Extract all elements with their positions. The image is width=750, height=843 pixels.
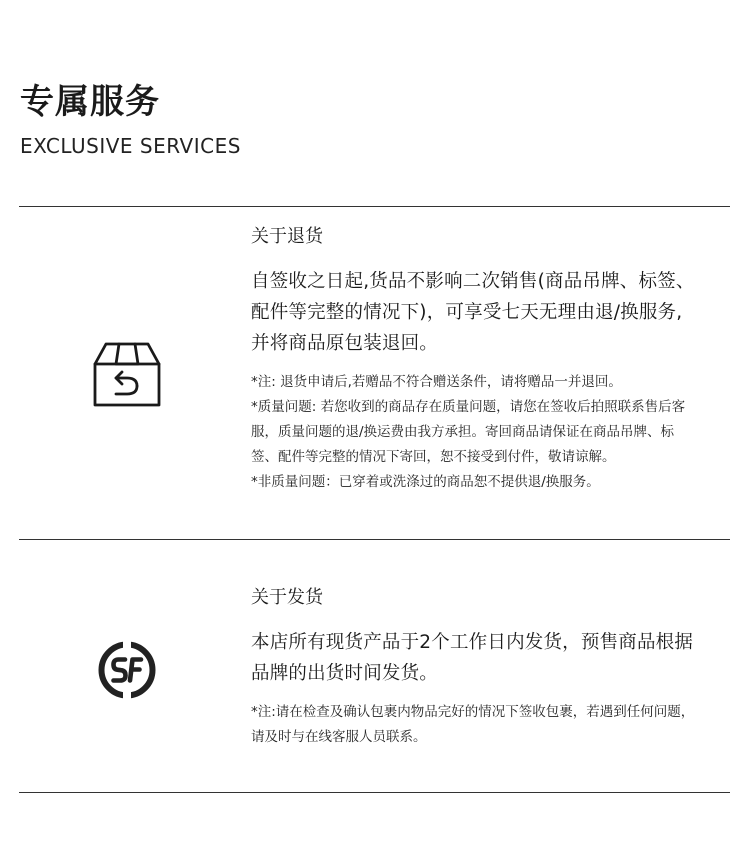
sf-express-logo-icon	[97, 640, 157, 704]
shipping-content	[251, 585, 696, 750]
returns-main-text: 自签收之日起,货品不影响二次销售(商品吊牌、标签、配件等完整的情况下)，可享受七天无理由退/换服务,并将商品原包装退回。	[251, 271, 695, 354]
shipping-section	[0, 540, 750, 792]
returns-heading: 关于退货	[251, 226, 323, 247]
divider-bottom	[19, 792, 730, 793]
shipping-notes	[251, 700, 696, 750]
page-title: 专属服务	[20, 82, 160, 122]
returns-note-non-quality: *非质量问题：已穿着或洗涤过的商品恕不提供退/换服务。	[251, 474, 600, 490]
returns-note-gift: *注: 退货申请后,若赠品不符合赠送条件，请将赠品一并退回。	[251, 374, 622, 390]
returns-notes	[251, 370, 696, 495]
returns-content	[251, 224, 696, 495]
returns-note-quality: *质量问题: 若您收到的商品存在质量问题，请您在签收后拍照联系售后客服，质量问题的退/换运费由我方承担。寄回商品请保证在商品吊牌、标签、配件等完整的情况下寄回，恕不接受到付件，敬请谅解。	[251, 399, 686, 465]
return-box-icon	[93, 342, 161, 412]
page-subtitle: EXCLUSIVE SERVICES	[20, 134, 241, 158]
shipping-main-text: 本店所有现货产品于2个工作日内发货，预售商品根据品牌的出货时间发货。	[251, 632, 694, 684]
shipping-heading: 关于发货	[251, 587, 323, 608]
shipping-note: *注:请在检查及确认包裹内物品完好的情况下签收包裹，若遇到任何问题，请及时与在线客服人员联系。	[251, 704, 695, 745]
returns-section	[0, 207, 750, 539]
